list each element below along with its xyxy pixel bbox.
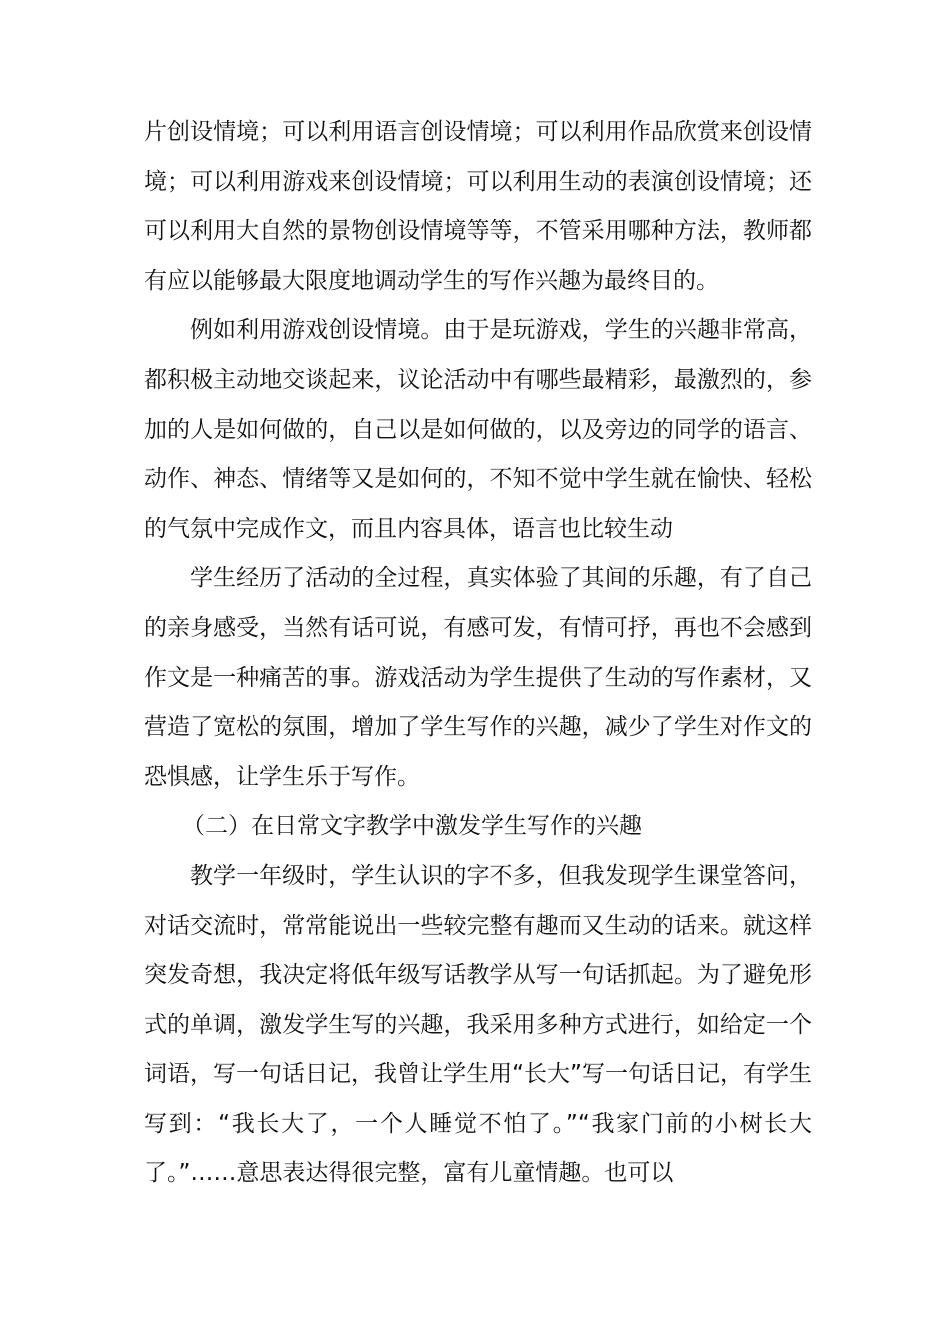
paragraph-first-grade: 教学一年级时，学生认识的字不多，但我发现学生课堂答问，对话交流时，常常能说出一些较完整有趣而又生动的话来。就这样突发奇想，我决定将低年级写话教学从写一句话抓起。为了避免形式的单调，激发学生写的兴趣，我采用多种方式进行，如给定一个词语，写一句话日记，我曾让学生用“长大”写一句话日记，有学生写到：“我长大了，一个人睡觉不怕了。”“我家门前的小树长大了。”……意思表达得很完整，富有儿童情趣。也可以 <box>144 862 812 1187</box>
document-body <box>144 108 812 1199</box>
paragraph-game-example: 例如利用游戏创设情境。由于是玩游戏，学生的兴趣非常高，都积极主动地交谈起来，议论活动中有哪些最精彩，最激烈的，参加的人是如何做的，自己以是如何做的，以及旁边的同学的语言、动作、神态、情绪等又是如何的，不知不觉中学生就在愉快、轻松的气氛中完成作文，而且内容具体，语言也比较生动 <box>144 317 812 542</box>
section-heading-daily-teaching: （二）在日常文字教学中激发学生写作的兴趣 <box>182 813 642 840</box>
paragraph-activity-experience: 学生经历了活动的全过程，真实体验了其间的乐趣，有了自己的亲身感受，当然有话可说，有感可发，有情可抒，再也不会感到作文是一种痛苦的事。游戏活动为学生提供了生动的写作素材，又营造了宽松的氛围，增加了学生写作的兴趣，减少了学生对作文的恐惧感，让学生乐于写作。 <box>144 565 812 790</box>
paragraph-continuation: 片创设情境；可以利用语言创设情境；可以利用作品欣赏来创设情境；可以利用游戏来创设情境；可以利用生动的表演创设情境；还可以利用大自然的景物创设情境等等，不管采用哪种方法，教师都有应以能够最大限度地调动学生的写作兴趣为最终目的。 <box>144 119 812 294</box>
